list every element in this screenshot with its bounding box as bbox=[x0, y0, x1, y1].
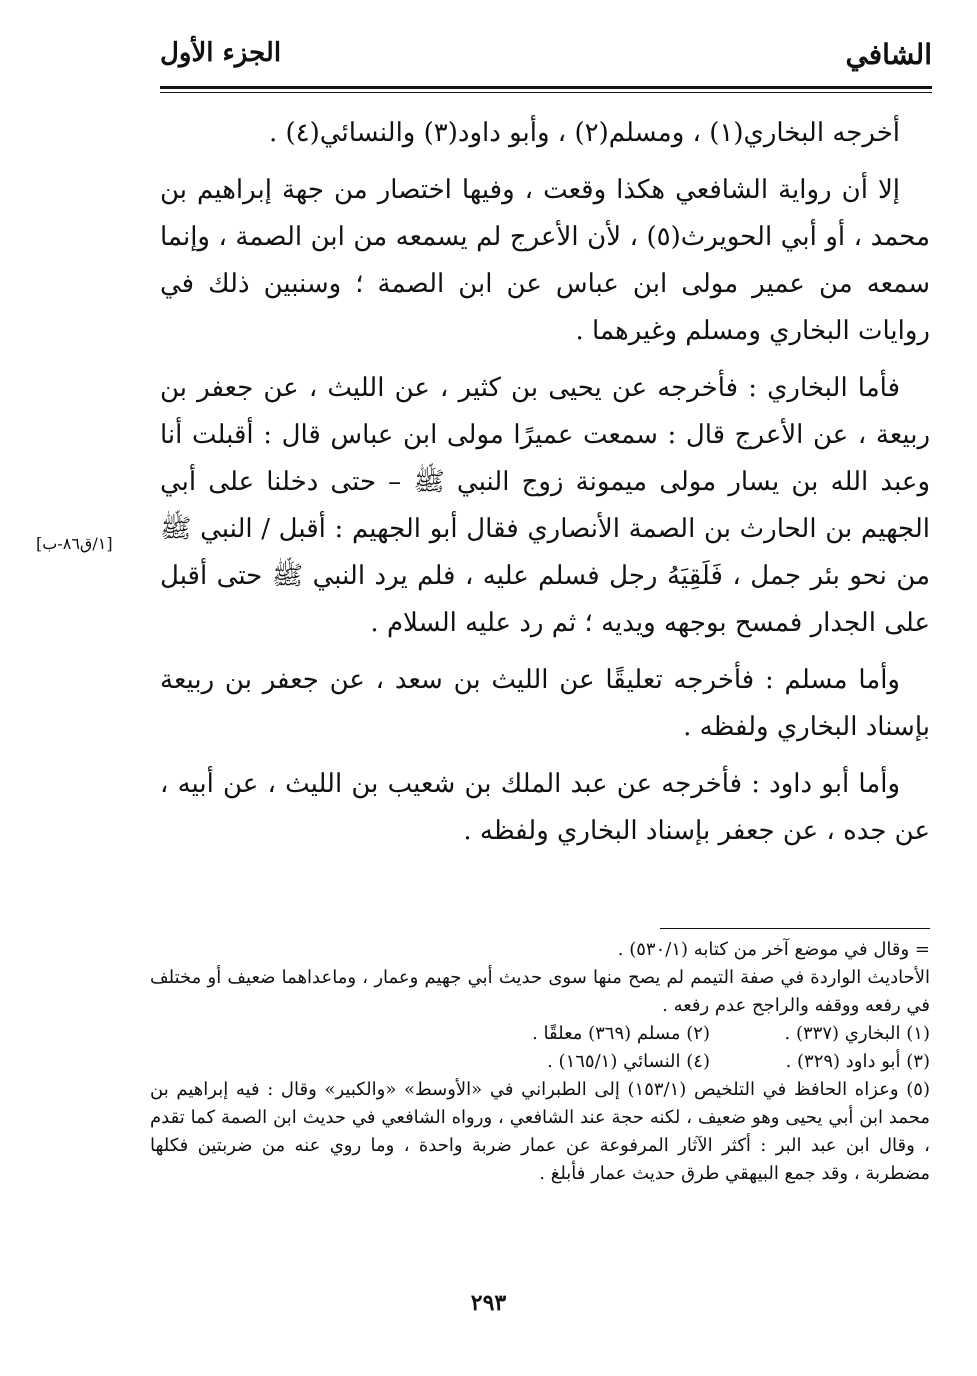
main-text bbox=[160, 110, 930, 865]
paragraph-4: وأما مسلم : فأخرجه تعليقًا عن الليث بن سعد ، عن جعفر بن ربيعة بإسناد البخاري ولفظه . bbox=[160, 665, 930, 742]
footnote-3: (٣) أبو داود (٣٢٩) . bbox=[785, 1051, 930, 1072]
footnote-continuation-1: = وقال في موضع آخر من كتابه (٥٣٠/١) . bbox=[617, 939, 930, 960]
header-rule-thick bbox=[160, 86, 932, 89]
footnote-row-1 bbox=[150, 1020, 930, 1048]
manuscript-folio-note: [١/ق٨٦-ب] bbox=[36, 534, 113, 553]
paragraph-1: أخرجه البخاري(١) ، ومسلم(٢) ، وأبو داود(٣) والنسائي(٤) . bbox=[268, 118, 900, 148]
paragraph-3: فأما البخاري : فأخرجه عن يحيى بن كثير ، عن الليث ، عن جعفر بن ربيعة ، عن الأعرج قال : سمعت عميرًا مولى ابن عباس قال : أقبلت أنا وعبد الله بن يسار مولى ميمونة زوج النبي ﷺ – حتى دخلنا على أبي الجهيم بن الحارث بن الصمة الأنصاري فقال أبو الجهيم : أقبل / النبي ﷺ من نحو بئر جمل ، فَلَقِيَهُ رجل فسلم عليه ، فلم يرد النبي ﷺ حتى أقبل على الجدار فمسح بوجهه ويديه ؛ ثم رد عليه السلام . bbox=[160, 373, 930, 638]
footnote-1: (١) البخاري (٣٣٧) . bbox=[784, 1023, 930, 1044]
footnotes bbox=[150, 936, 930, 1188]
running-header bbox=[160, 38, 932, 88]
volume-title: الجزء الأول bbox=[160, 38, 282, 68]
footnote-4: (٤) النسائي (١٦٥/١) . bbox=[547, 1051, 710, 1072]
footnote-separator bbox=[660, 928, 930, 929]
book-title: الشافي bbox=[845, 38, 932, 71]
paragraph-2: إلا أن رواية الشافعي هكذا وقعت ، وفيها اختصار من جهة إبراهيم بن محمد ، أو أبي الحويرث(٥) ، لأن الأعرج لم يسمعه من ابن الصمة ، وإنما سمعه من عمير مولى ابن عباس عن ابن الصمة ؛ وسنبين ذلك في روايات البخاري ومسلم وغيرهما . bbox=[160, 175, 930, 346]
paragraph-5: وأما أبو داود : فأخرجه عن عبد الملك بن شعيب بن الليث ، عن أبيه ، عن جده ، عن جعفر بإسناد البخاري ولفظه . bbox=[160, 769, 930, 846]
footnote-2: (٢) مسلم (٣٦٩) معلقًا . bbox=[532, 1023, 710, 1044]
header-rule-thin bbox=[160, 92, 932, 93]
footnote-row-2 bbox=[150, 1048, 930, 1076]
footnote-5: (٥) وعزاه الحافظ في التلخيص (١٥٣/١) إلى الطبراني في «الأوسط» «والكبير» وقال : فيه إبراهيم بن محمد ابن أبي يحيى وهو ضعيف ، لكنه حجة عند الشافعي ، ورواه الشافعي في حديث ابن الصمة كما تقدم ، وقال ابن عبد البر : أكثر الآثار المرفوعة عن عمار ضربة واحدة ، وما روي عنه من ضربتين فكلها مضطربة ، وقد جمع البيهقي طرق حديث عمار فأبلغ . bbox=[150, 1079, 930, 1184]
page-number: ٢٩٣ bbox=[470, 1290, 507, 1316]
footnote-continuation-2: الأحاديث الواردة في صفة التيمم لم يصح منها سوى حديث أبي جهيم وعمار ، وماعداهما ضعيف أو مختلف في رفعه ووقفه والراجح عدم رفعه . bbox=[150, 967, 930, 1016]
